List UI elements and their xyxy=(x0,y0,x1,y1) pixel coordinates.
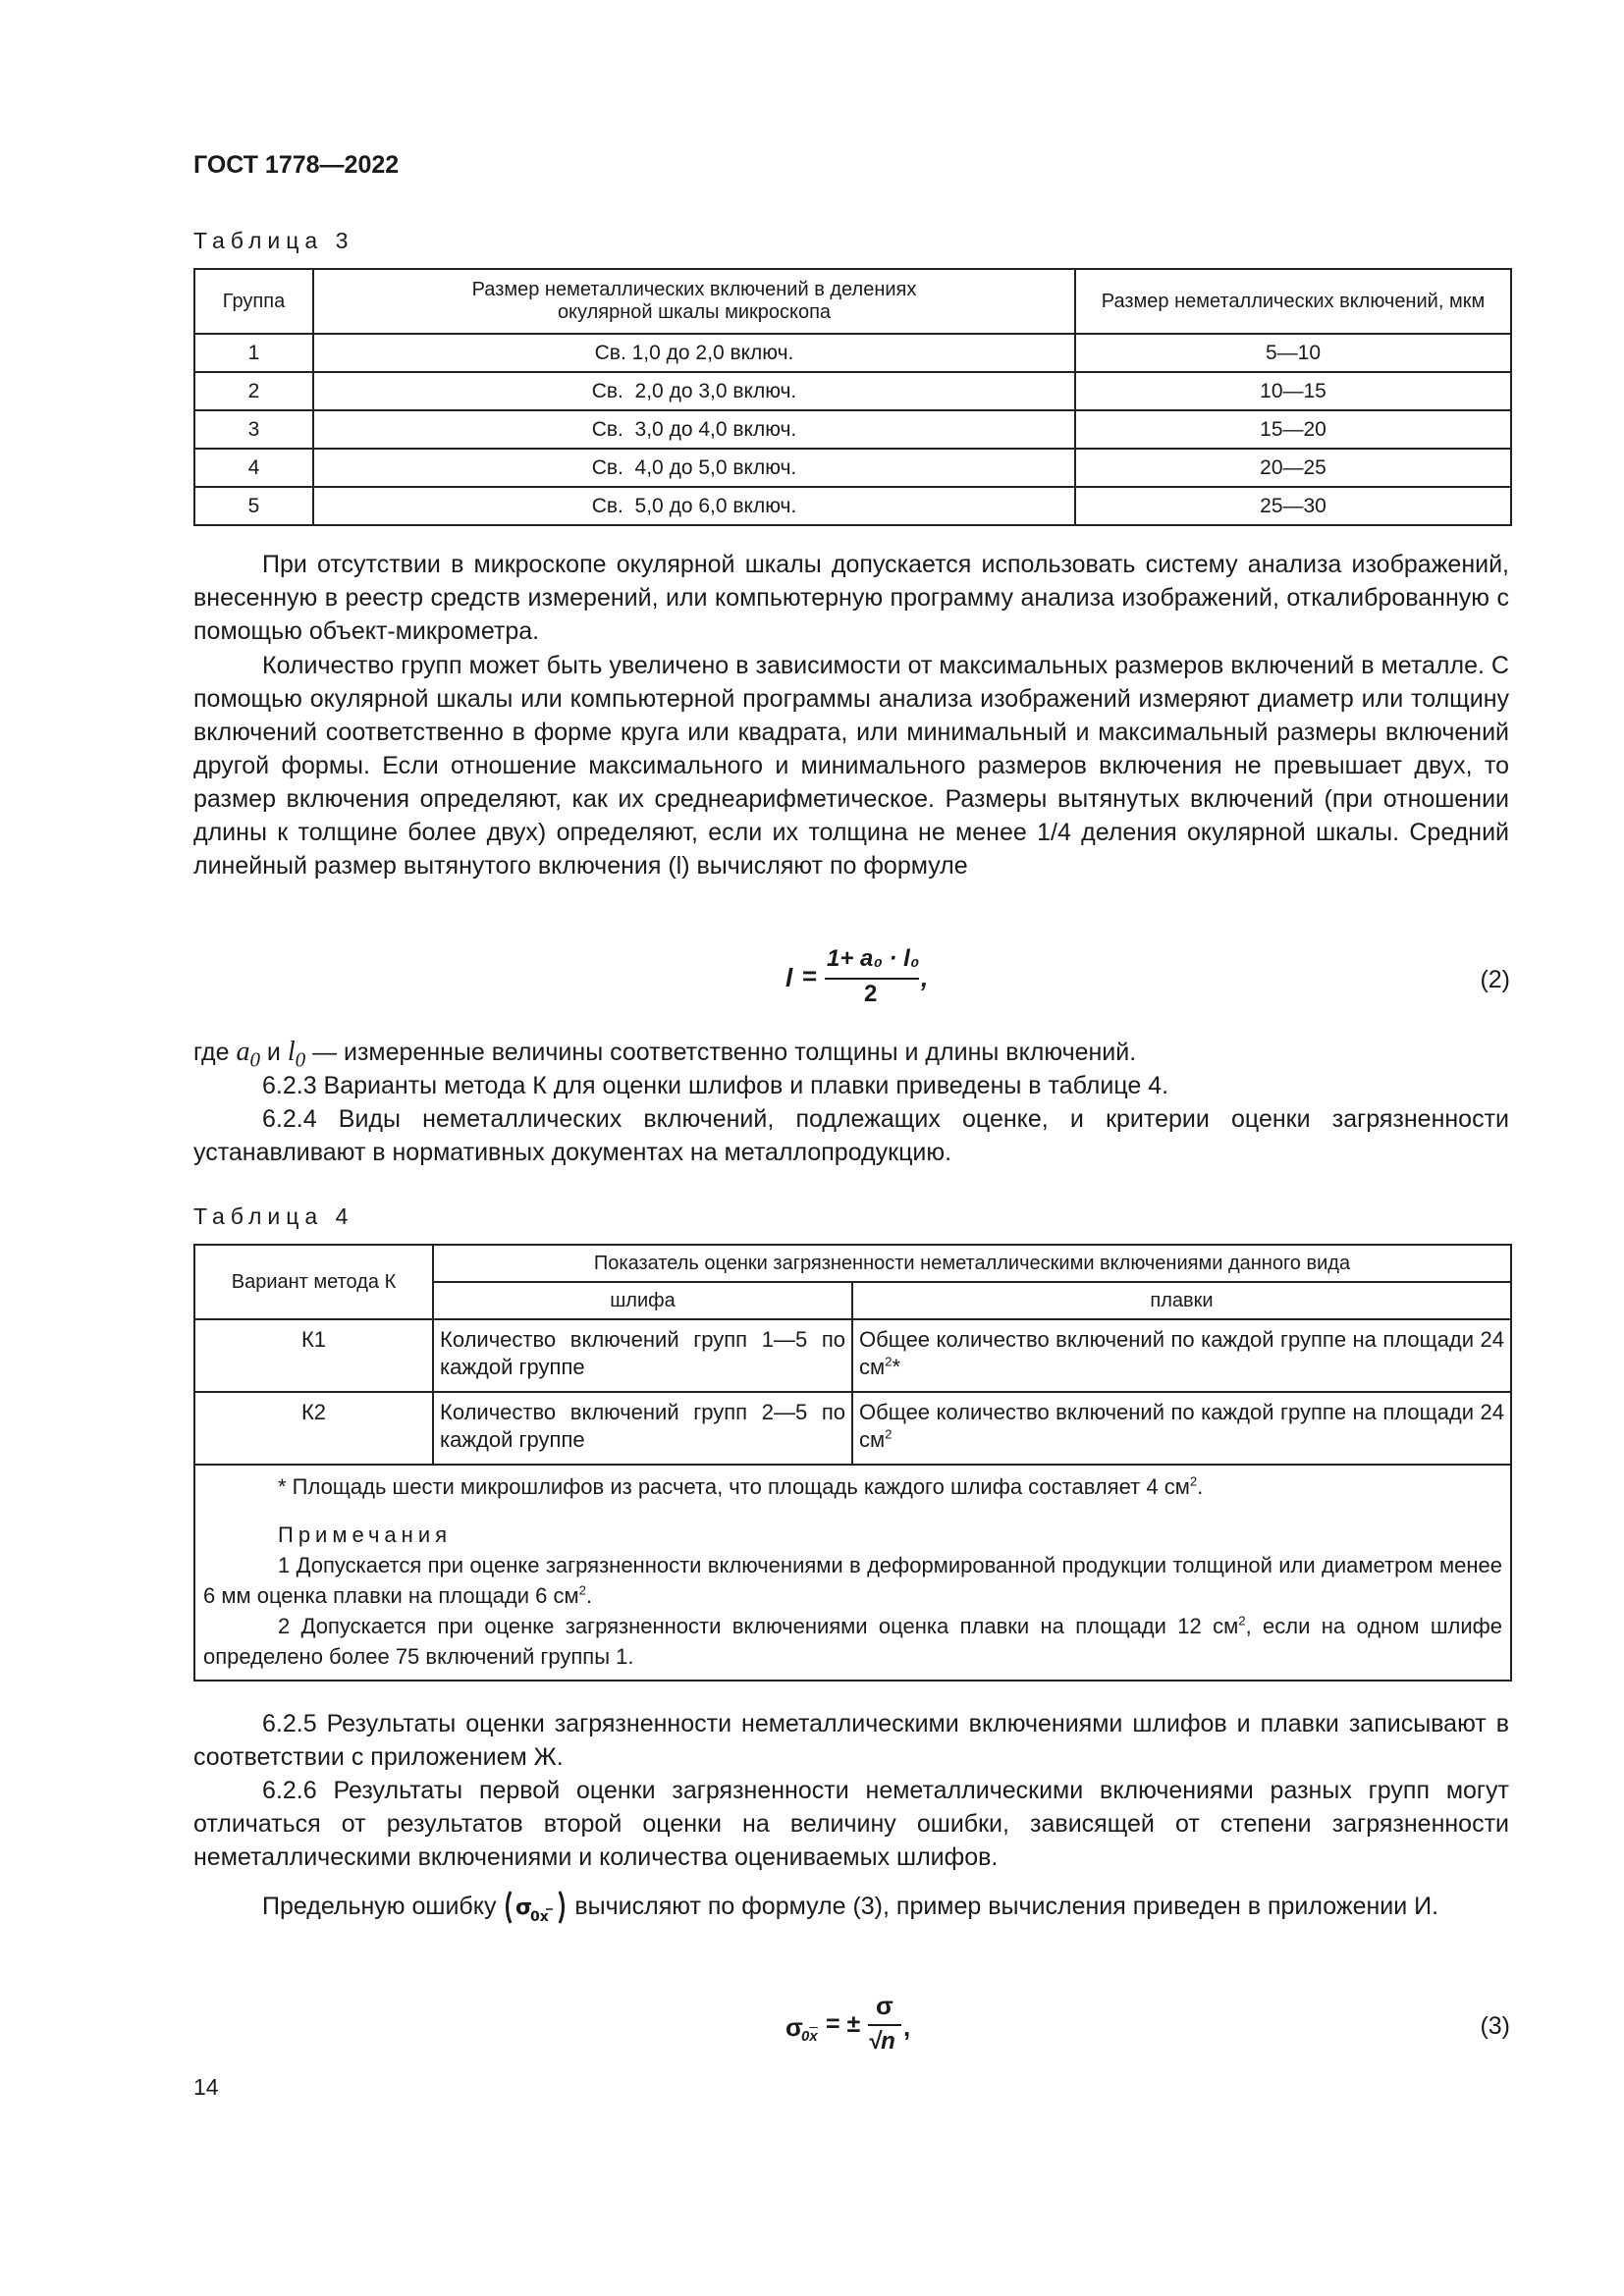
footnote-mark: * xyxy=(892,1355,901,1379)
table4-caption: Таблица 4 xyxy=(193,1203,354,1229)
table-row xyxy=(194,372,1511,410)
page-number: 14 xyxy=(193,2074,219,2100)
table4-cell-plavka xyxy=(852,1392,1511,1465)
footnote-end: . xyxy=(1197,1474,1204,1499)
table-row xyxy=(194,410,1511,449)
where-prefix: где xyxy=(193,1039,230,1066)
superscript: 2 xyxy=(885,1354,893,1369)
table4-notes xyxy=(194,1465,1511,1681)
table3-cell-group: 2 xyxy=(194,372,313,410)
note-1 xyxy=(203,1550,1502,1611)
table3-cell-group: 1 xyxy=(194,334,313,372)
notes-title: Примечания xyxy=(278,1522,453,1547)
table4-header-shlif: шлифа xyxy=(433,1282,852,1319)
formula-2 xyxy=(785,945,952,1014)
formula3-number: (3) xyxy=(1480,2012,1510,2040)
note-1-text: 1 Допускается при оценке загрязненности включениями в деформированной продукции толщиной или диаметром менее 6 мм оценка плавки на площади 6 см xyxy=(203,1553,1502,1608)
paragraph-6-2-6: 6.2.6 Результаты первой оценки загрязненности неметаллическими включениями разных групп могут отличаться от результатов второй оценки на величину ошибки, зависящей от степени загрязненности неметаллическими включениями и количества оцениваемых шлифов. xyxy=(193,1777,1509,1871)
document-header: ГОСТ 1778—2022 xyxy=(193,151,400,179)
paragraph-eyepiece-absence: При отсутствии в микроскопе окулярной шкалы допускается использовать систему анализа изображений, внесенную в реестр средств измерений, или компьютерную программу анализа изображений, откалиброванную с помощью объект-микрометра. xyxy=(193,551,1509,645)
table4-header-plavka: плавки xyxy=(852,1282,1511,1319)
where-text: — измеренные величины соответственно толщины и длины включений. xyxy=(312,1039,1137,1066)
formula2-denominator: 2 xyxy=(864,981,878,1007)
table4-cell-plavka-text: Общее количество включений по каждой группе на площади 24 см xyxy=(859,1327,1504,1379)
sigma-symbol-inline xyxy=(503,1890,568,1923)
paragraph-group-count: Количество групп может быть увеличено в зависимости от максимальных размеров включений в металле. С помощью окулярной шкалы или компьютерной программы анализа изображений измеряют диаметр или толщину включений соответственно в форме круга или квадрата, или минимальный и максимальный размеры включений другой формы. Если отношение максимального и минимального размеров включения не превышает двух, то размер включения определяют, как их среднеарифметическое. Размеры вытянутых включений (при отношении длины к толщине более двух) определяют, если их толщина не менее 1/4 деления окулярной шкалы. Средний линейный размер вытянутого включения (l) вычисляют по формуле xyxy=(193,652,1509,880)
note-2-text: 2 Допускается при оценке загрязненности включениями оценка плавки на площади 12 см xyxy=(278,1614,1239,1638)
footnote-text: * Площадь шести микрошлифов из расчета, что площадь каждого шлифа составляет 4 см xyxy=(278,1474,1190,1499)
paragraph-6-2-4: 6.2.4 Виды неметаллических включений, подлежащих оценке, и критерии оценки загрязненности устанавливают в нормативных документах на металлопродукцию. xyxy=(193,1105,1509,1166)
table3-cell-microns: 20—25 xyxy=(1075,449,1511,487)
error-text-a: Предельную ошибку xyxy=(262,1893,497,1920)
table3 xyxy=(193,268,1512,526)
table3-header-divisions: Размер неметаллических включений в делениях окулярной шкалы микроскопа xyxy=(313,269,1075,334)
table-row xyxy=(194,487,1511,525)
formula3-denominator: √n xyxy=(868,2028,895,2055)
table-row xyxy=(194,334,1511,372)
svg-text:0x: 0x xyxy=(530,1909,550,1925)
formula3-lhs: σ xyxy=(785,2012,803,2042)
table3-cell-divisions: Св. 1,0 до 2,0 включ. xyxy=(313,334,1075,372)
table3-cell-microns: 5—10 xyxy=(1075,334,1511,372)
table-row xyxy=(194,1319,1511,1392)
table4-cell-plavka xyxy=(852,1319,1511,1392)
formula3-lhs-subscript: $0\overline{x}$ xyxy=(801,2028,818,2045)
table4-header-row xyxy=(194,1245,1511,1282)
formula2-where-line xyxy=(193,1036,1137,1072)
formula3-eq: = ± xyxy=(826,2010,861,2038)
table3-header-row xyxy=(194,269,1511,334)
table4-cell-shlif: Количество включений групп 1—5 по каждой группе xyxy=(433,1319,852,1392)
table-row xyxy=(194,1392,1511,1465)
formula3-numerator: σ xyxy=(876,1991,893,2020)
paragraph-error xyxy=(193,1890,1509,1923)
formula3-comma: , xyxy=(903,2012,911,2042)
paragraph-6-2-5: 6.2.5 Результаты оценки загрязненности неметаллическими включениями шлифов и плавки записывают в соответствии с приложением Ж. xyxy=(193,1710,1509,1771)
table4-cell-variant: К1 xyxy=(194,1319,433,1392)
formula-3 xyxy=(785,1991,933,2069)
table3-cell-group: 4 xyxy=(194,449,313,487)
error-text-b: вычисляют по формуле (3), пример вычисления приведен в приложении И. xyxy=(574,1893,1439,1920)
symbol-l0: $l_0$ xyxy=(287,1037,306,1072)
svg-text:σ: σ xyxy=(515,1896,533,1920)
table4-cell-variant: К2 xyxy=(194,1392,433,1465)
superscript: 2 xyxy=(578,1582,586,1598)
table4-footnote xyxy=(203,1471,1502,1502)
table4 xyxy=(193,1244,1512,1682)
table3-header-group: Группа xyxy=(194,269,313,334)
table3-cell-group: 5 xyxy=(194,487,313,525)
table4-cell-plavka-text: Общее количество включений по каждой группе на площади 24 см xyxy=(859,1400,1504,1452)
table3-cell-microns: 10—15 xyxy=(1075,372,1511,410)
formula2-eq: = xyxy=(802,961,818,990)
sigma-inline-icon xyxy=(503,1888,568,1927)
formula3-fraction-bar xyxy=(868,2024,901,2026)
table4-header-group: Показатель оценки загрязненности неметаллическими включениями данного вида xyxy=(433,1245,1511,1282)
table4-header-variant: Вариант метода К xyxy=(194,1245,433,1319)
table-row xyxy=(194,449,1511,487)
table3-header-microns: Размер неметаллических включений, мкм xyxy=(1075,269,1511,334)
symbol-a0: $a_0$ xyxy=(236,1037,260,1072)
formula2-comma: , xyxy=(921,963,929,992)
table3-cell-group: 3 xyxy=(194,410,313,449)
table3-cell-divisions: Св. 5,0 до 6,0 включ. xyxy=(313,487,1075,525)
formula2-fraction-bar xyxy=(825,978,919,980)
note-2-end: , если на одном шлифе определено более 75 включений группы 1. xyxy=(203,1614,1502,1669)
table3-cell-microns: 15—20 xyxy=(1075,410,1511,449)
note-2 xyxy=(203,1611,1502,1672)
where-and: и xyxy=(266,1039,281,1066)
note-1-end: . xyxy=(585,1583,593,1608)
superscript: 2 xyxy=(885,1426,893,1442)
paragraph-6-2-3: 6.2.3 Варианты метода К для оценки шлифов и плавки приведены в таблице 4. xyxy=(262,1072,1169,1099)
table4-notes-row xyxy=(194,1465,1511,1681)
superscript: 2 xyxy=(1189,1473,1198,1489)
formula2-lhs: l xyxy=(785,963,793,992)
table4-cell-shlif: Количество включений групп 2—5 по каждой группе xyxy=(433,1392,852,1465)
superscript: 2 xyxy=(1238,1613,1246,1629)
table3-cell-divisions: Св. 2,0 до 3,0 включ. xyxy=(313,372,1075,410)
table3-cell-microns: 25—30 xyxy=(1075,487,1511,525)
formula2-numerator: 1+ a₀ · l₀ xyxy=(827,945,920,972)
table3-cell-divisions: Св. 4,0 до 5,0 включ. xyxy=(313,449,1075,487)
table3-cell-divisions: Св. 3,0 до 4,0 включ. xyxy=(313,410,1075,449)
formula2-number: (2) xyxy=(1480,966,1510,993)
table3-caption: Таблица 3 xyxy=(193,228,354,253)
